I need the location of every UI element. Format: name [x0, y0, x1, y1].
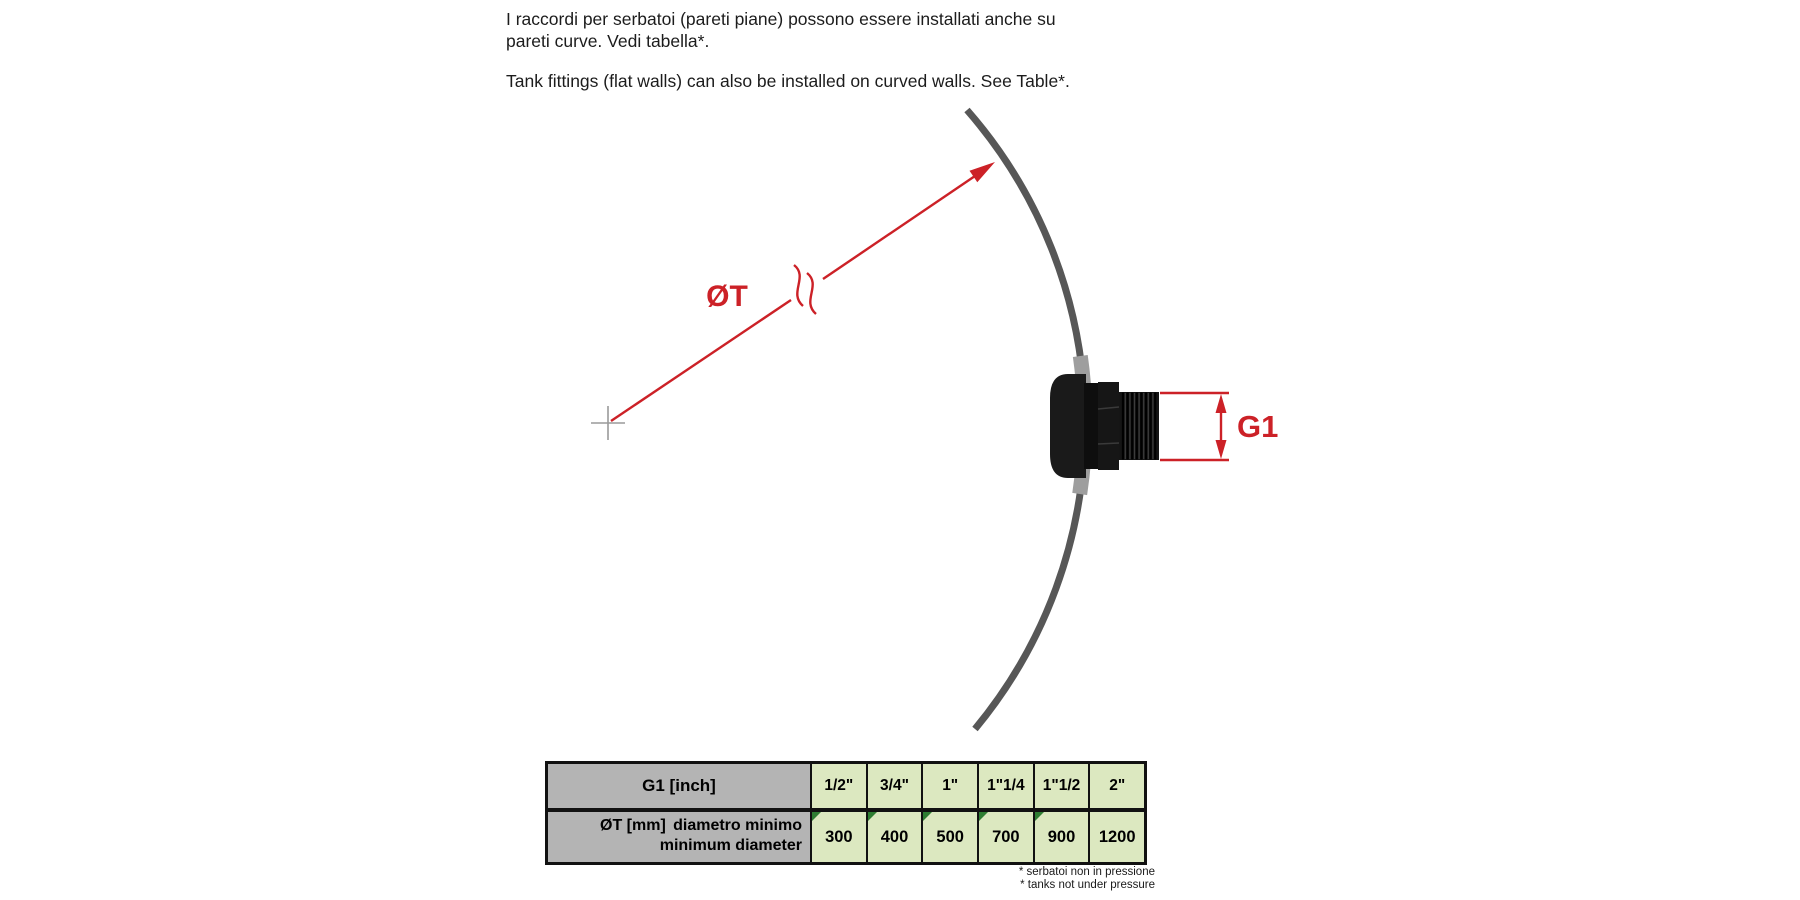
size-cell: 3/4": [866, 764, 922, 808]
footnote-italian: * serbatoi non in pressione: [1018, 866, 1155, 878]
value-cell: [1088, 812, 1144, 862]
thread-crests: [1125, 393, 1153, 459]
value-cell: [977, 812, 1033, 862]
value-text: 400: [880, 827, 909, 846]
fitting-hex-nut: [1098, 382, 1119, 470]
fitting-collar: [1084, 383, 1098, 469]
table-values-row: [548, 808, 1144, 862]
dimensions-table: [545, 761, 1147, 865]
size-cell: 1"1/2: [1033, 764, 1089, 808]
corner-flag-icon: [812, 812, 821, 821]
thread-size-label: G1: [1237, 409, 1279, 444]
table-header-row: [548, 764, 1144, 808]
break-symbol-icon: [794, 265, 816, 314]
fitting-thread: [1119, 392, 1159, 460]
corner-flag-icon: [868, 812, 877, 821]
corner-flag-icon: [979, 812, 988, 821]
value-text: 900: [1047, 827, 1076, 846]
value-cell: [921, 812, 977, 862]
value-cell: [866, 812, 922, 862]
row-label-english: minimum diameter: [659, 837, 802, 854]
size-cell: 2": [1088, 764, 1144, 808]
radius-dimension-arrow: [611, 162, 995, 421]
value-text: 700: [992, 827, 1020, 846]
footnotes: [1019, 866, 1155, 892]
value-text: 1200: [1098, 827, 1136, 846]
size-cell: 1/2": [810, 764, 866, 808]
arrow-down-icon: [1216, 440, 1227, 459]
footnote-english: * tanks not under pressure: [1020, 879, 1155, 891]
tank-fitting: [1050, 374, 1159, 478]
row-label-italian: diametro minimo: [673, 817, 802, 834]
table-row-label: [548, 812, 810, 862]
intro-italian-line2: pareti curve. Vedi tabella*.: [506, 31, 710, 51]
g1-dimension: [1160, 393, 1278, 460]
intro-english: Tank fittings (flat walls) can also be installed on curved walls. See Table*.: [506, 71, 1070, 91]
radius-label: ØT: [706, 280, 748, 313]
size-cell: 1"1/4: [977, 764, 1033, 808]
intro-italian-line1: I raccordi per serbatoi (pareti piane) possono essere installati anche su: [506, 9, 1056, 29]
arrowhead-icon: [970, 162, 996, 182]
value-text: 500: [936, 827, 964, 846]
table-header-label: G1 [inch]: [548, 764, 810, 808]
corner-flag-icon: [1035, 812, 1044, 821]
arrow-up-icon: [1216, 394, 1227, 413]
fitting-flange: [1050, 374, 1086, 478]
value-cell: [810, 812, 866, 862]
corner-flag-icon: [923, 812, 932, 821]
size-cell: 1": [921, 764, 977, 808]
value-text: 300: [825, 827, 853, 846]
row-label-symbol: ØT [mm]: [600, 817, 666, 834]
center-cross-icon: [591, 406, 625, 440]
value-cell: [1033, 812, 1089, 862]
